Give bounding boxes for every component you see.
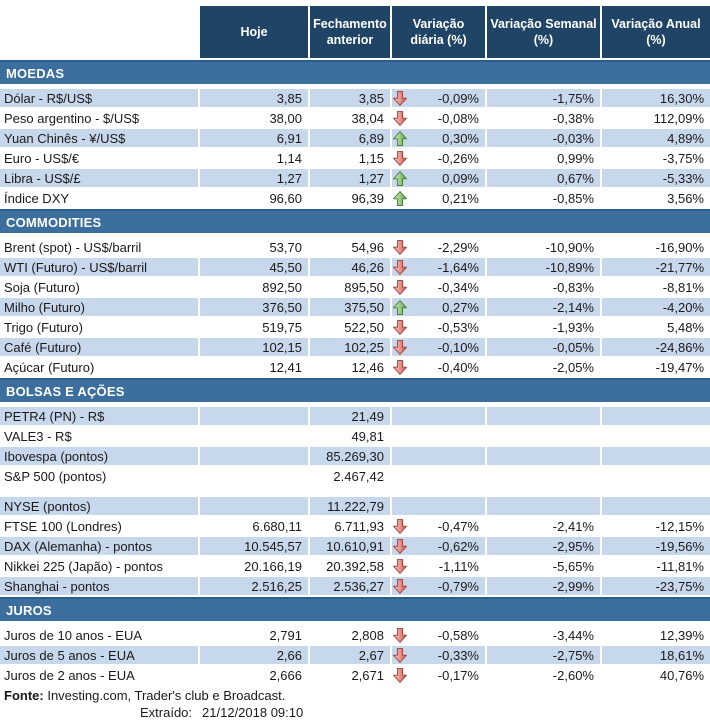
- arrow-slot-empty: [393, 498, 408, 515]
- table-row: [0, 626, 710, 644]
- table-row: [0, 407, 710, 425]
- column-header: Hoje: [200, 6, 308, 58]
- cell-variacao-diaria-value: -0,47%: [437, 518, 479, 534]
- cell-hoje: 102,15: [200, 338, 308, 356]
- arrow-down-icon: [393, 647, 408, 664]
- section-header: [0, 378, 710, 402]
- cell-variacao-diaria: [392, 517, 485, 535]
- cell-variacao-semanal: -2,60%: [487, 666, 600, 684]
- cell-hoje: [200, 497, 308, 515]
- cell-variacao-semanal: -0,83%: [487, 278, 600, 296]
- arrow-down-icon: [393, 558, 408, 575]
- cell-variacao-diaria-value: -0,33%: [437, 647, 479, 663]
- cell-variacao-diaria: [392, 557, 485, 575]
- table-row: [0, 149, 710, 167]
- cell-fechamento-anterior: 522,50: [310, 318, 390, 336]
- cell-variacao-diaria-value: -1,11%: [438, 558, 479, 574]
- cell-variacao-diaria-value: 0,27%: [442, 299, 479, 315]
- row-label: Soja (Futuro): [0, 278, 198, 296]
- table-row: [0, 338, 710, 356]
- cell-variacao-anual: -5,33%: [602, 169, 710, 187]
- table-row: [0, 517, 710, 535]
- cell-variacao-semanal: [487, 467, 600, 485]
- source-text: Investing.com, Trader's club e Broadcast.: [43, 688, 286, 703]
- row-label: Peso argentino - $/US$: [0, 109, 198, 127]
- cell-variacao-semanal: [487, 497, 600, 515]
- table-row: [0, 318, 710, 336]
- market-table: [0, 6, 710, 684]
- section-header: [0, 209, 710, 233]
- cell-fechamento-anterior: 895,50: [310, 278, 390, 296]
- row-label: Juros de 2 anos - EUA: [0, 666, 198, 684]
- cell-variacao-diaria-value: -0,34%: [437, 279, 479, 295]
- cell-variacao-anual: 5,48%: [602, 318, 710, 336]
- arrow-down-icon: [393, 359, 408, 376]
- cell-variacao-diaria: [392, 497, 485, 515]
- row-label: WTI (Futuro) - US$/barril: [0, 258, 198, 276]
- cell-variacao-semanal: -0,05%: [487, 338, 600, 356]
- cell-hoje: 892,50: [200, 278, 308, 296]
- row-label: NYSE (pontos): [0, 497, 198, 515]
- cell-variacao-diaria: [392, 338, 485, 356]
- cell-variacao-diaria: [392, 298, 485, 316]
- cell-fechamento-anterior: 85.269,30: [310, 447, 390, 465]
- row-label: Dólar - R$/US$: [0, 89, 198, 107]
- cell-variacao-semanal: -2,95%: [487, 537, 600, 555]
- cell-variacao-anual: [602, 407, 710, 425]
- cell-variacao-diaria-value: -0,08%: [437, 110, 479, 126]
- row-label: Juros de 10 anos - EUA: [0, 626, 198, 644]
- arrow-down-icon: [393, 627, 408, 644]
- table-row: [0, 557, 710, 575]
- cell-variacao-semanal: -2,99%: [487, 577, 600, 595]
- cell-hoje: 2,666: [200, 666, 308, 684]
- cell-fechamento-anterior: 11.222,79: [310, 497, 390, 515]
- arrow-down-icon: [393, 150, 408, 167]
- column-header: Variação diária (%): [392, 6, 485, 58]
- arrow-down-icon: [393, 518, 408, 535]
- arrow-slot-empty: [393, 448, 408, 465]
- section-title: BOLSAS E AÇÕES: [6, 383, 125, 399]
- cell-variacao-anual: -19,47%: [602, 358, 710, 376]
- table-row: [0, 666, 710, 684]
- cell-hoje: 3,85: [200, 89, 308, 107]
- row-label: S&P 500 (pontos): [0, 467, 198, 485]
- cell-fechamento-anterior: 49,81: [310, 427, 390, 445]
- cell-hoje: 1,27: [200, 169, 308, 187]
- cell-hoje: 45,50: [200, 258, 308, 276]
- row-label: FTSE 100 (Londres): [0, 517, 198, 535]
- row-label: Libra - US$/£: [0, 169, 198, 187]
- row-label: Ibovespa (pontos): [0, 447, 198, 465]
- cell-variacao-semanal: -0,85%: [487, 189, 600, 207]
- extracted-line: [4, 705, 710, 720]
- cell-variacao-diaria: [392, 89, 485, 107]
- cell-variacao-semanal: [487, 447, 600, 465]
- table-row: [0, 189, 710, 207]
- cell-fechamento-anterior: 54,96: [310, 238, 390, 256]
- cell-hoje: [200, 407, 308, 425]
- cell-variacao-anual: 40,76%: [602, 666, 710, 684]
- cell-variacao-semanal: 0,67%: [487, 169, 600, 187]
- cell-variacao-diaria: [392, 358, 485, 376]
- arrow-down-icon: [393, 339, 408, 356]
- section-rows: [0, 89, 710, 207]
- row-label: Yuan Chinês - ¥/US$: [0, 129, 198, 147]
- header-spacer: [0, 6, 198, 58]
- cell-fechamento-anterior: 10.610,91: [310, 537, 390, 555]
- cell-variacao-diaria: [392, 626, 485, 644]
- arrow-slot-empty: [393, 428, 408, 445]
- cell-fechamento-anterior: 2,67: [310, 646, 390, 664]
- row-label: Milho (Futuro): [0, 298, 198, 316]
- cell-fechamento-anterior: 2,671: [310, 666, 390, 684]
- cell-variacao-diaria-value: -0,53%: [437, 319, 479, 335]
- table-row: [0, 497, 710, 515]
- cell-variacao-diaria: [392, 149, 485, 167]
- cell-hoje: 376,50: [200, 298, 308, 316]
- arrow-down-icon: [393, 90, 408, 107]
- cell-variacao-diaria: [392, 129, 485, 147]
- cell-variacao-anual: -24,86%: [602, 338, 710, 356]
- table-row: [0, 129, 710, 147]
- cell-variacao-semanal: [487, 407, 600, 425]
- cell-hoje: 38,00: [200, 109, 308, 127]
- section-header: [0, 597, 710, 621]
- cell-variacao-diaria-value: -0,26%: [437, 150, 479, 166]
- cell-variacao-diaria-value: 0,09%: [442, 170, 479, 186]
- cell-variacao-diaria-value: -0,17%: [437, 667, 479, 683]
- row-label: Shanghai - pontos: [0, 577, 198, 595]
- cell-variacao-anual: -23,75%: [602, 577, 710, 595]
- cell-variacao-semanal: -10,89%: [487, 258, 600, 276]
- row-label: Café (Futuro): [0, 338, 198, 356]
- cell-variacao-semanal: [487, 427, 600, 445]
- table-row: [0, 646, 710, 664]
- cell-variacao-anual: -4,20%: [602, 298, 710, 316]
- table-row: [0, 537, 710, 555]
- section-title: COMMODITIES: [6, 214, 102, 230]
- cell-fechamento-anterior: 96,39: [310, 189, 390, 207]
- cell-hoje: [200, 427, 308, 445]
- cell-variacao-anual: -8,81%: [602, 278, 710, 296]
- cell-variacao-diaria-value: -2,29%: [437, 239, 479, 255]
- arrow-up-icon: [393, 130, 408, 147]
- cell-fechamento-anterior: 12,46: [310, 358, 390, 376]
- cell-variacao-anual: -3,75%: [602, 149, 710, 167]
- arrow-down-icon: [393, 319, 408, 336]
- section-title: MOEDAS: [6, 65, 65, 81]
- cell-fechamento-anterior: 2.536,27: [310, 577, 390, 595]
- row-label: Índice DXY: [0, 189, 198, 207]
- arrow-slot-empty: [393, 468, 408, 485]
- cell-variacao-semanal: -2,41%: [487, 517, 600, 535]
- cell-variacao-diaria-value: -0,79%: [437, 578, 479, 594]
- table-row: [0, 258, 710, 276]
- cell-variacao-anual: [602, 467, 710, 485]
- arrow-down-icon: [393, 239, 408, 256]
- row-spacer: [0, 487, 710, 495]
- cell-variacao-diaria: [392, 467, 485, 485]
- table-row: [0, 467, 710, 485]
- table-row: [0, 298, 710, 316]
- cell-fechamento-anterior: 38,04: [310, 109, 390, 127]
- cell-variacao-semanal: -2,05%: [487, 358, 600, 376]
- cell-variacao-diaria: [392, 447, 485, 465]
- cell-variacao-diaria: [392, 537, 485, 555]
- arrow-slot-empty: [393, 408, 408, 425]
- cell-variacao-diaria: [392, 238, 485, 256]
- cell-hoje: 519,75: [200, 318, 308, 336]
- cell-fechamento-anterior: 6,89: [310, 129, 390, 147]
- section-rows: [0, 407, 710, 595]
- cell-hoje: 96,60: [200, 189, 308, 207]
- cell-variacao-anual: -19,56%: [602, 537, 710, 555]
- row-label: PETR4 (PN) - R$: [0, 407, 198, 425]
- source-label: Fonte:: [4, 688, 44, 703]
- cell-variacao-diaria: [392, 169, 485, 187]
- cell-variacao-anual: 112,09%: [602, 109, 710, 127]
- cell-variacao-diaria-value: -0,40%: [437, 359, 479, 375]
- section-header: [0, 60, 710, 84]
- cell-fechamento-anterior: 21,49: [310, 407, 390, 425]
- cell-hoje: 2,66: [200, 646, 308, 664]
- cell-variacao-anual: 18,61%: [602, 646, 710, 664]
- cell-hoje: 1,14: [200, 149, 308, 167]
- cell-variacao-diaria-value: -1,64%: [437, 259, 479, 275]
- table-header-row: [0, 6, 710, 58]
- cell-variacao-semanal: -5,65%: [487, 557, 600, 575]
- cell-variacao-diaria: [392, 258, 485, 276]
- cell-variacao-anual: -12,15%: [602, 517, 710, 535]
- arrow-down-icon: [393, 279, 408, 296]
- table-row: [0, 278, 710, 296]
- cell-variacao-diaria: [392, 427, 485, 445]
- table-row: [0, 89, 710, 107]
- section-title: JUROS: [6, 602, 52, 618]
- cell-fechamento-anterior: 375,50: [310, 298, 390, 316]
- cell-variacao-semanal: -10,90%: [487, 238, 600, 256]
- cell-variacao-diaria-value: 0,21%: [442, 190, 479, 206]
- cell-fechamento-anterior: 3,85: [310, 89, 390, 107]
- row-label: Euro - US$/€: [0, 149, 198, 167]
- cell-variacao-semanal: -2,75%: [487, 646, 600, 664]
- cell-hoje: [200, 467, 308, 485]
- cell-fechamento-anterior: 20.392,58: [310, 557, 390, 575]
- cell-variacao-anual: [602, 427, 710, 445]
- cell-variacao-semanal: 0,99%: [487, 149, 600, 167]
- arrow-up-icon: [393, 170, 408, 187]
- cell-hoje: 6,91: [200, 129, 308, 147]
- column-header: Variação Semanal (%): [487, 6, 600, 58]
- arrow-down-icon: [393, 259, 408, 276]
- arrow-down-icon: [393, 110, 408, 127]
- cell-variacao-diaria: [392, 318, 485, 336]
- cell-hoje: 53,70: [200, 238, 308, 256]
- arrow-down-icon: [393, 667, 408, 684]
- cell-variacao-semanal: -0,38%: [487, 109, 600, 127]
- row-label: Açúcar (Futuro): [0, 358, 198, 376]
- footer: [0, 688, 710, 720]
- cell-variacao-diaria: [392, 666, 485, 684]
- table-row: [0, 447, 710, 465]
- cell-variacao-anual: 3,56%: [602, 189, 710, 207]
- extracted-label: Extraído:: [140, 705, 193, 720]
- row-label: Juros de 5 anos - EUA: [0, 646, 198, 664]
- section-rows: [0, 238, 710, 376]
- table-row: [0, 358, 710, 376]
- column-header: Variação Anual (%): [602, 6, 710, 58]
- cell-fechamento-anterior: 1,27: [310, 169, 390, 187]
- row-label: Nikkei 225 (Japão) - pontos: [0, 557, 198, 575]
- table-row: [0, 109, 710, 127]
- cell-variacao-diaria-value: -0,62%: [437, 538, 479, 554]
- cell-variacao-diaria: [392, 278, 485, 296]
- cell-variacao-diaria-value: 0,30%: [442, 130, 479, 146]
- table-row: [0, 577, 710, 595]
- cell-hoje: 2.516,25: [200, 577, 308, 595]
- cell-variacao-diaria: [392, 646, 485, 664]
- cell-variacao-semanal: -1,75%: [487, 89, 600, 107]
- cell-variacao-anual: 16,30%: [602, 89, 710, 107]
- cell-fechamento-anterior: 2,808: [310, 626, 390, 644]
- cell-hoje: 10.545,57: [200, 537, 308, 555]
- row-label: Trigo (Futuro): [0, 318, 198, 336]
- table-row: [0, 238, 710, 256]
- cell-fechamento-anterior: 46,26: [310, 258, 390, 276]
- table-row: [0, 427, 710, 445]
- arrow-down-icon: [393, 578, 408, 595]
- cell-variacao-anual: 12,39%: [602, 626, 710, 644]
- cell-variacao-anual: -16,90%: [602, 238, 710, 256]
- cell-hoje: [200, 447, 308, 465]
- cell-variacao-semanal: -0,03%: [487, 129, 600, 147]
- cell-fechamento-anterior: 102,25: [310, 338, 390, 356]
- cell-fechamento-anterior: 2.467,42: [310, 467, 390, 485]
- cell-variacao-diaria-value: -0,58%: [437, 627, 479, 643]
- cell-variacao-diaria: [392, 577, 485, 595]
- row-label: Brent (spot) - US$/barril: [0, 238, 198, 256]
- arrow-up-icon: [393, 190, 408, 207]
- cell-fechamento-anterior: 6.711,93: [310, 517, 390, 535]
- cell-variacao-diaria-value: -0,10%: [437, 339, 479, 355]
- cell-variacao-semanal: -2,14%: [487, 298, 600, 316]
- cell-variacao-anual: 4,89%: [602, 129, 710, 147]
- cell-variacao-semanal: -3,44%: [487, 626, 600, 644]
- cell-hoje: 2,791: [200, 626, 308, 644]
- cell-variacao-diaria: [392, 407, 485, 425]
- cell-variacao-diaria: [392, 109, 485, 127]
- cell-hoje: 20.166,19: [200, 557, 308, 575]
- cell-hoje: 6.680,11: [200, 517, 308, 535]
- cell-variacao-anual: -11,81%: [602, 557, 710, 575]
- row-label: VALE3 - R$: [0, 427, 198, 445]
- cell-variacao-anual: -21,77%: [602, 258, 710, 276]
- cell-hoje: 12,41: [200, 358, 308, 376]
- cell-variacao-diaria-value: -0,09%: [437, 90, 479, 106]
- table-row: [0, 169, 710, 187]
- column-header: Fechamento anterior: [310, 6, 390, 58]
- section-rows: [0, 626, 710, 684]
- arrow-up-icon: [393, 299, 408, 316]
- cell-variacao-semanal: -1,93%: [487, 318, 600, 336]
- row-label: DAX (Alemanha) - pontos: [0, 537, 198, 555]
- cell-variacao-anual: [602, 447, 710, 465]
- source-line: [4, 688, 710, 703]
- cell-variacao-anual: [602, 497, 710, 515]
- cell-fechamento-anterior: 1,15: [310, 149, 390, 167]
- extracted-value: 21/12/2018 09:10: [202, 705, 304, 720]
- cell-variacao-diaria: [392, 189, 485, 207]
- arrow-down-icon: [393, 538, 408, 555]
